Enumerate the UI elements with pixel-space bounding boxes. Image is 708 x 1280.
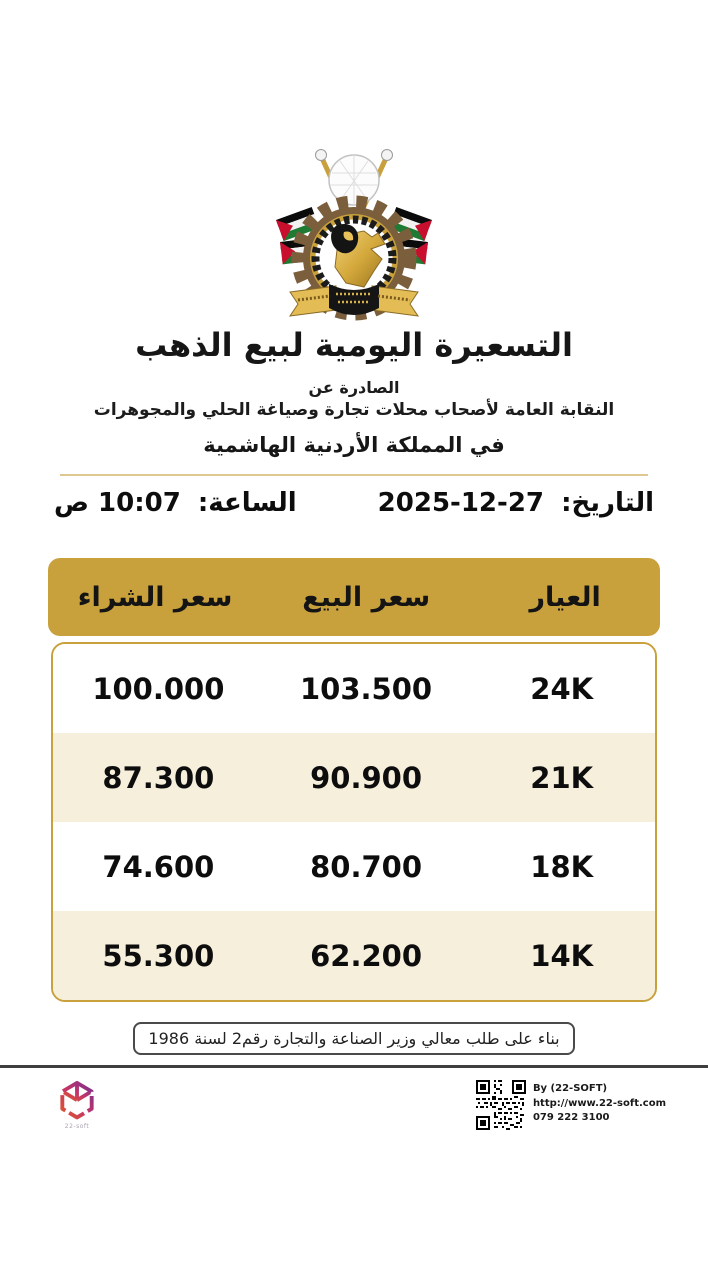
sell-cell: 80.700 [310,849,423,884]
datetime-row [54,488,654,518]
column-sell-price: سعر البيع [302,581,431,613]
price-table-body [51,642,657,1002]
credit-phone: 079 222 3100 [532,1112,610,1123]
gold-separator [60,474,648,476]
time-label: الساعة: [197,488,297,518]
issuer-name: النقابة العامة لأصحاب محلات تجارة وصياغة الحلي والمجوهرات [93,400,615,420]
karat-cell: 24K [530,671,594,706]
date-label: التاريخ: [561,488,654,518]
sell-cell: 103.500 [300,671,433,706]
column-buy-price: سعر الشراء [77,581,233,613]
buy-cell: 74.600 [102,849,215,884]
page-title: التسعيرة اليومية لبيع الذهب [135,326,573,364]
pearl-orb-icon [329,155,379,205]
time-field [54,488,297,518]
syndicate-emblem-logo [274,140,434,328]
qr-code [476,1080,526,1130]
issued-by-label: الصادرة عن [308,378,400,397]
buy-cell: 87.300 [102,760,215,795]
date-value: 27-12-2025 [377,488,545,518]
column-karat: العيار [529,581,601,613]
time-value: 10:07 ص [54,488,181,518]
ministerial-note: بناء على طلب معالي وزير الصناعة والتجارة رقم2 لسنة 1986 [133,1022,574,1055]
buy-cell: 55.300 [102,938,215,973]
22soft-cube-logo-icon [58,1080,96,1122]
footer-bar [0,1068,708,1130]
date-field [378,488,654,518]
karat-cell: 18K [530,849,594,884]
sell-cell: 62.200 [310,938,423,973]
karat-cell: 14K [530,938,594,973]
credit-text-block [533,1080,666,1126]
karat-cell: 21K [530,760,594,795]
kingdom-line: في المملكة الأردنية الهاشمية [203,433,505,457]
credit-by: By (22-SOFT) [532,1083,608,1094]
vendor-logo-caption: 22-soft [64,1123,90,1130]
price-table-header [48,558,660,636]
credits-block [476,1080,666,1130]
table-row-24k [53,644,655,733]
credit-website: http://www.22-soft.com [532,1097,666,1109]
table-row-21k [53,733,655,822]
sell-cell: 90.900 [310,760,423,795]
vendor-logo-block [58,1080,96,1130]
table-row-14k [53,911,655,1000]
buy-cell: 100.000 [92,671,225,706]
table-row-18k [53,822,655,911]
